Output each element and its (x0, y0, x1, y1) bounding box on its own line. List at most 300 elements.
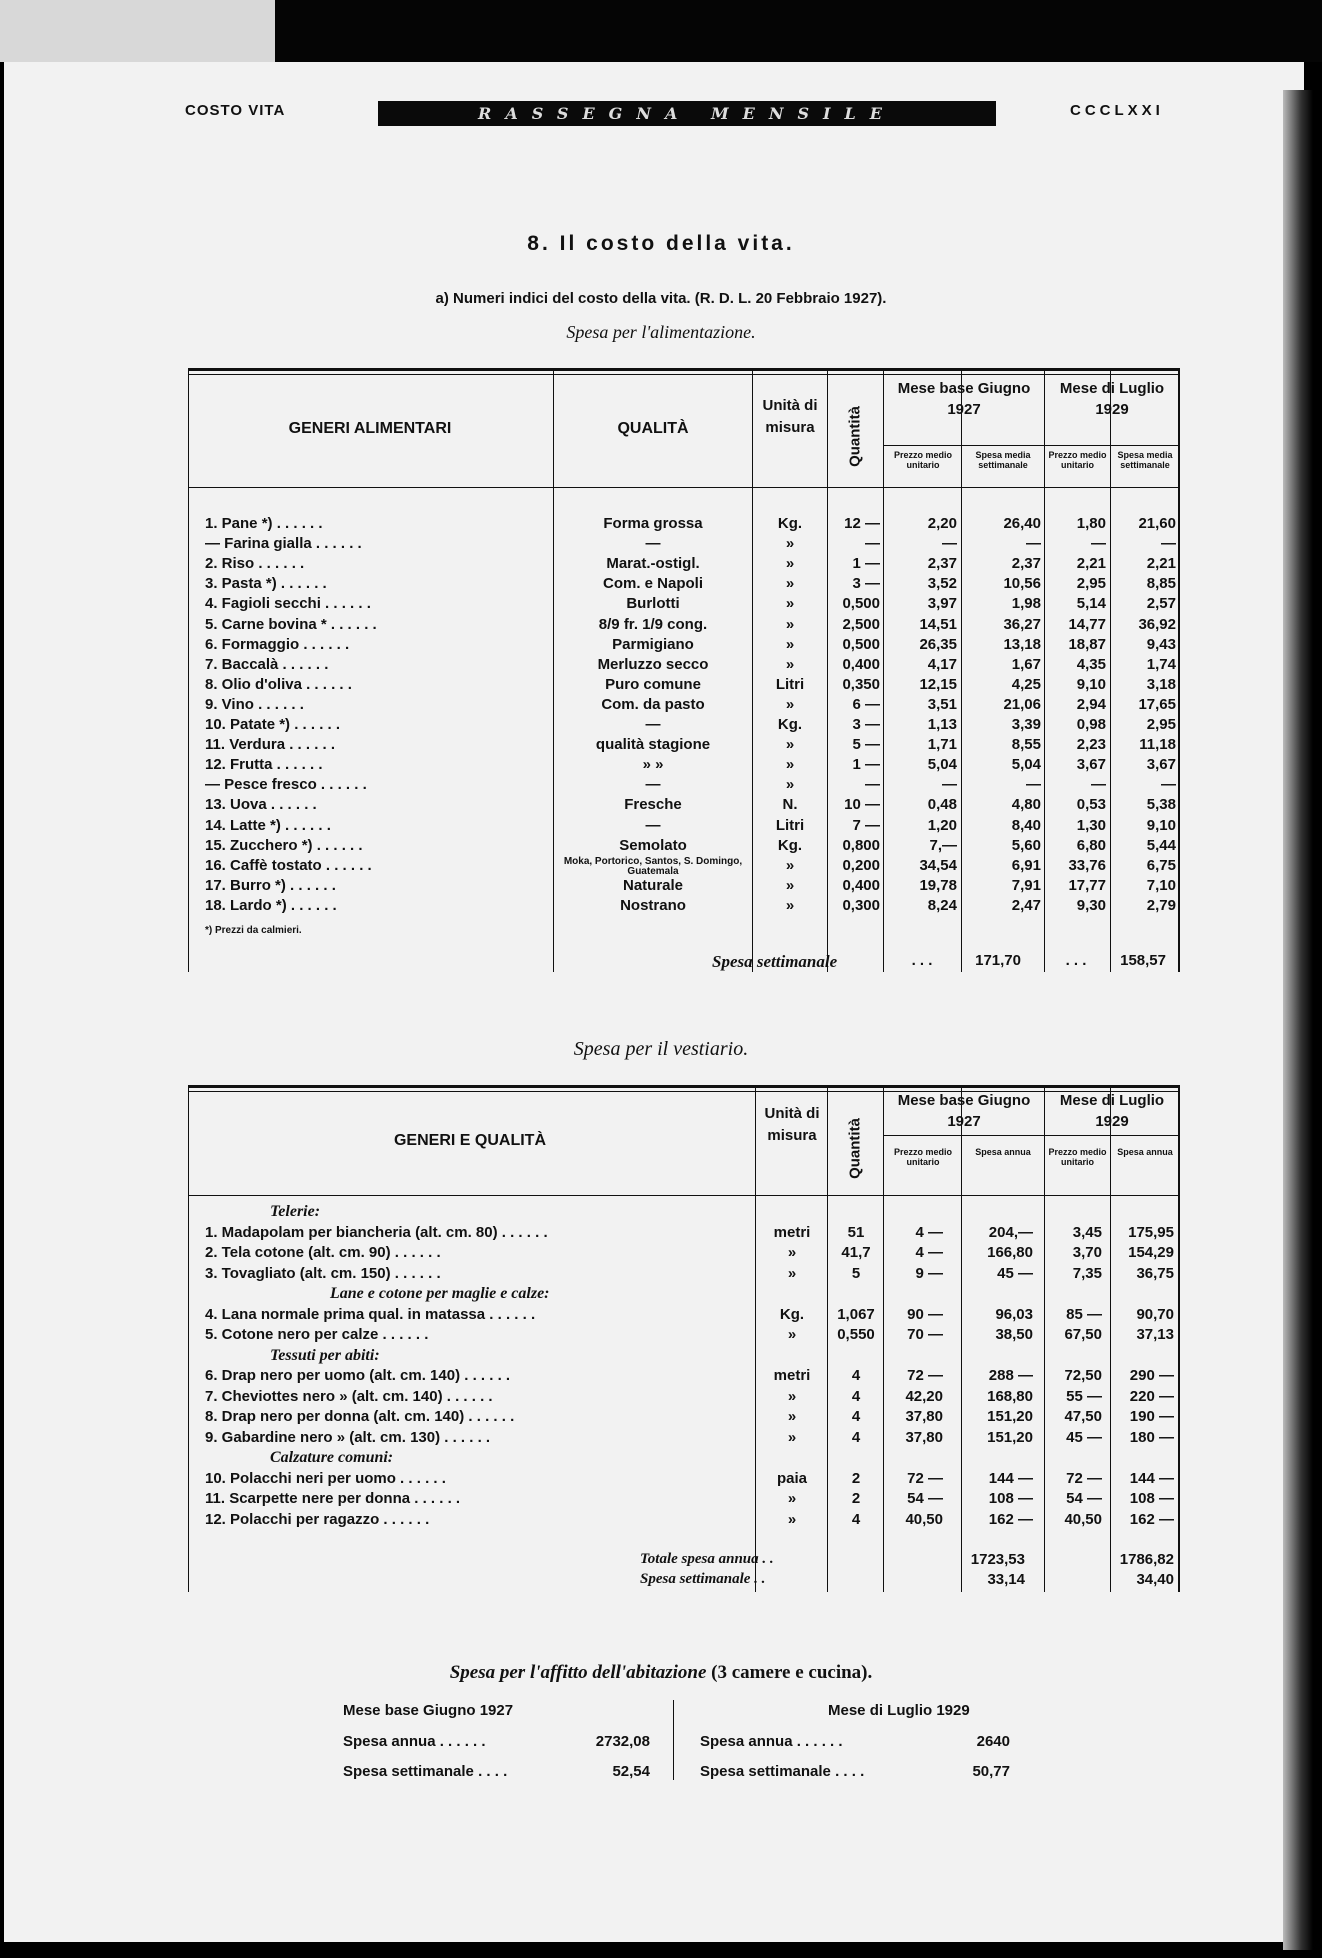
clothing-item-unit: » (787, 1264, 797, 1282)
clothing-item-name: 11. Scarpette nere per donna . . . . . . (205, 1490, 461, 1507)
food-month-weekly: 5,38 (1146, 796, 1176, 814)
food-item-name: 6. Formaggio . . . . . . (205, 635, 350, 653)
food-month-weekly: 21,60 (1138, 515, 1176, 532)
clothing-item-quantity: 4 (851, 1510, 861, 1528)
header-rule (883, 1135, 1180, 1136)
food-base-price: 1,13 (927, 716, 957, 733)
clothing-item-name: 2. Tela cotone (alt. cm. 90) . . . . . . (205, 1244, 441, 1261)
clothing-item-name: 7. Cheviottes nero » (alt. cm. 140) . . . . . . (205, 1387, 493, 1405)
food-month-weekly: 9,43 (1146, 635, 1176, 653)
clothing-month-price: 67,50 (1064, 1326, 1102, 1343)
clothing-month-price: 3,70 (1072, 1244, 1102, 1261)
column-rule (752, 368, 753, 972)
food-item-unit: Kg. (777, 836, 803, 854)
clothing-month-annual: 220 — (1129, 1387, 1174, 1405)
food-month-weekly: 17,65 (1138, 695, 1176, 713)
food-month-weekly: 5,44 (1146, 836, 1176, 854)
food-base-price: 7,— (929, 836, 957, 854)
rent-base-annual-label: Spesa annua . . . . . . (343, 1733, 486, 1750)
header-base: Mese base Giugno 1927 (897, 380, 1031, 418)
header-month-annual: Spesa annua (1117, 1147, 1173, 1157)
top-rule-thin (188, 374, 1180, 375)
food-base-weekly: — (1026, 535, 1041, 553)
food-month-weekly: 2,57 (1146, 595, 1176, 613)
clothing-item-unit: metri (773, 1223, 811, 1241)
page-number: CCCLXXI (1070, 102, 1164, 119)
header-month: Mese di Luglio 1929 (1059, 1092, 1165, 1130)
clothing-base-annual: 166,80 (987, 1244, 1033, 1261)
clothing-month-price: 3,45 (1072, 1223, 1102, 1241)
food-month-price: 4,35 (1076, 655, 1106, 673)
clothing-month-annual: 108 — (1129, 1490, 1174, 1507)
clothing-item-unit: » (787, 1387, 797, 1405)
clothing-base-annual: 288 — (988, 1367, 1033, 1384)
clothing-group-title: Tessuti per abiti: (270, 1346, 380, 1364)
clothing-item-unit: Kg. (779, 1305, 805, 1323)
clothing-base-annual: 204,— (988, 1223, 1033, 1241)
food-month-weekly: 11,18 (1139, 736, 1176, 754)
food-item-quality: » » (642, 756, 664, 774)
clothing-base-annual: 45 — (997, 1264, 1033, 1282)
clothing-base-price: 72 — (907, 1367, 943, 1384)
header-bottom-rule (188, 487, 1180, 488)
clothing-item-quantity: 4 (851, 1387, 861, 1405)
food-item-unit: N. (782, 796, 798, 814)
food-month-price: 2,23 (1076, 736, 1106, 754)
food-base-weekly: 6,91 (1011, 856, 1041, 874)
food-item-unit: » (785, 655, 795, 673)
header-base-annual: Spesa annua (975, 1147, 1031, 1157)
clothing-base-annual: 151,20 (987, 1408, 1033, 1425)
food-item-quantity: 0,300 (842, 896, 880, 914)
rent-month-annual: 2640 (976, 1733, 1010, 1750)
food-month-price: 14,77 (1068, 615, 1106, 633)
food-base-price: 3,52 (927, 575, 957, 593)
food-item-quality: Naturale (622, 876, 684, 894)
clothing-item-quantity: 2 (851, 1490, 861, 1507)
section-subtitle: a) Numeri indici del costo della vita. (R. D. L. 20 Febbraio 1927). (435, 290, 887, 307)
clothing-month-price: 72 — (1066, 1469, 1102, 1487)
header-unit: Unità di misura (762, 397, 818, 436)
food-month-price: 2,21 (1076, 555, 1106, 573)
clothing-group-title: Telerie: (270, 1203, 321, 1220)
column-rule (755, 1085, 756, 1592)
food-item-quantity: 0,350 (842, 675, 880, 693)
clothing-total-weekly-base: 33,14 (987, 1571, 1025, 1588)
rent-base-annual: 2732,08 (595, 1733, 650, 1750)
magazine-banner: RASSEGNA MENSILE (378, 101, 996, 126)
clothing-item-quantity: 1,067 (837, 1305, 875, 1323)
clothing-month-price: 7,35 (1072, 1264, 1102, 1282)
food-month-price: 5,14 (1076, 595, 1106, 613)
clothing-month-annual: 144 — (1129, 1469, 1174, 1487)
food-base-price: 34,54 (919, 856, 957, 874)
food-month-price: 1,80 (1076, 515, 1106, 532)
header-quantity: Quantità (846, 406, 864, 467)
header-quality: QUALITÀ (617, 420, 689, 437)
rent-base-weekly-label: Spesa settimanale . . . . (343, 1763, 508, 1780)
clothing-item-name: 10. Polacchi neri per uomo . . . . . . (205, 1469, 446, 1487)
food-item-quantity: 0,800 (842, 836, 880, 854)
food-item-quantity: — (865, 535, 880, 553)
food-item-quantity: 0,500 (842, 635, 880, 653)
clothing-base-price: 54 — (907, 1490, 943, 1507)
clothing-total-weekly-month: 34,40 (1136, 1571, 1174, 1588)
food-month-price: 2,94 (1076, 695, 1106, 713)
column-rule (188, 1085, 189, 1592)
food-item-quality: Com. e Napoli (602, 575, 703, 593)
clothing-month-annual: 290 — (1129, 1367, 1174, 1384)
clothing-month-annual: 180 — (1129, 1428, 1174, 1446)
food-month-price: 9,10 (1076, 675, 1106, 693)
header-base-price: Prezzo medio unitario (893, 1147, 952, 1167)
clothing-item-name: 8. Drap nero per donna (alt. cm. 140) . . . . . . (205, 1408, 515, 1425)
food-item-quality: Burlotti (626, 595, 680, 613)
top-rule (188, 1085, 1180, 1088)
food-item-quantity: 2,500 (842, 615, 880, 633)
food-month-price: 0,53 (1076, 796, 1106, 814)
food-item-unit: » (785, 876, 795, 894)
food-base-weekly: 13,18 (1003, 635, 1041, 653)
food-item-name: 9. Vino . . . . . . (205, 695, 304, 713)
clothing-month-annual: 36,75 (1136, 1264, 1174, 1282)
clothing-base-price: 40,50 (905, 1510, 943, 1528)
clothing-month-price: 45 — (1066, 1428, 1102, 1446)
clothing-base-price: 37,80 (905, 1408, 943, 1425)
running-header-left: COSTO VITA (185, 102, 286, 119)
food-base-weekly: 21,06 (1003, 695, 1041, 713)
food-item-quantity: 1 — (852, 555, 880, 573)
food-base-price: 1,20 (927, 816, 957, 834)
header-base-weekly: Spesa media settimanale (975, 450, 1031, 470)
header-base: Mese base Giugno 1927 (897, 1092, 1031, 1130)
column-rule (1178, 368, 1180, 972)
document-page (4, 62, 1304, 1942)
food-item-name: 2. Riso . . . . . . (205, 555, 305, 573)
rent-base-weekly: 52,54 (612, 1763, 650, 1780)
food-item-quality: Merluzzo secco (597, 655, 709, 673)
food-month-weekly: 36,92 (1138, 615, 1176, 633)
clothing-month-annual: 90,70 (1136, 1305, 1174, 1323)
food-item-quality: — (645, 776, 661, 794)
column-rule (883, 1085, 884, 1592)
column-rule (1178, 1085, 1180, 1592)
rent-month-weekly-label: Spesa settimanale . . . . (700, 1763, 865, 1780)
food-month-weekly: 2,79 (1146, 896, 1176, 914)
food-base-weekly: 8,55 (1011, 736, 1041, 754)
food-item-quality: Semolato (619, 836, 687, 854)
clothing-base-price: 4 — (915, 1223, 943, 1241)
clothing-item-unit: » (787, 1326, 797, 1343)
food-month-weekly: 6,75 (1146, 856, 1176, 874)
clothing-month-price: 40,50 (1064, 1510, 1102, 1528)
food-month-price: 18,87 (1068, 635, 1106, 653)
clothing-base-price: 4 — (915, 1244, 943, 1261)
food-item-name: 11. Verdura . . . . . . (205, 736, 336, 754)
food-month-weekly: 3,18 (1146, 675, 1176, 693)
food-item-name: 18. Lardo *) . . . . . . (205, 896, 337, 914)
clothing-item-name: 5. Cotone nero per calze . . . . . . (205, 1326, 429, 1343)
food-item-unit: » (785, 575, 795, 593)
food-item-unit: Litri (775, 675, 805, 693)
header-unit: Unità di misura (764, 1105, 820, 1144)
header-base-price: Prezzo medio unitario (893, 450, 952, 470)
clothing-month-annual: 154,29 (1128, 1244, 1174, 1261)
clothing-item-quantity: 5 (851, 1264, 861, 1282)
food-item-quantity: 7 — (852, 816, 880, 834)
clothing-month-price: 54 — (1066, 1490, 1102, 1507)
food-item-unit: Litri (775, 816, 805, 834)
food-base-price: 26,35 (919, 635, 957, 653)
food-item-quantity: 3 — (852, 716, 880, 733)
food-total-month: 158,57 (1120, 952, 1166, 969)
clothing-item-quantity: 41,7 (841, 1244, 871, 1261)
clothing-item-quantity: 4 (851, 1428, 861, 1446)
food-month-weekly: — (1161, 535, 1176, 553)
clothing-base-annual: 151,20 (987, 1428, 1033, 1446)
rent-base-label: Mese base Giugno 1927 (343, 1702, 514, 1719)
food-base-price: 19,78 (919, 876, 957, 894)
food-base-weekly: 5,60 (1011, 836, 1041, 854)
column-rule (883, 368, 884, 972)
food-month-price: 1,30 (1076, 816, 1106, 834)
food-month-price: 6,80 (1076, 836, 1106, 854)
clothing-item-name: 9. Gabardine nero » (alt. cm. 130) . . . . . . (205, 1428, 491, 1446)
header-bottom-rule (188, 1195, 1180, 1196)
clothing-month-price: 85 — (1066, 1305, 1102, 1323)
food-base-price: 4,17 (927, 655, 957, 673)
food-base-weekly: 5,04 (1011, 756, 1041, 774)
clothing-base-annual: 162 — (988, 1510, 1033, 1528)
food-item-name: 10. Patate *) . . . . . . (205, 716, 341, 733)
food-item-name: — Pesce fresco . . . . . . (205, 776, 367, 794)
food-item-quality: Com. da pasto (601, 695, 705, 713)
clothing-month-annual: 175,95 (1128, 1223, 1174, 1241)
food-month-price: 17,77 (1068, 876, 1106, 894)
food-item-quantity: 0,400 (842, 876, 880, 894)
column-rule (961, 1085, 962, 1592)
food-total-dots-base: . . . (911, 952, 933, 969)
scan-corner (0, 0, 275, 62)
food-base-price: — (942, 776, 957, 794)
scan-top-border (0, 0, 1322, 62)
food-item-quality: qualità stagione (595, 736, 711, 754)
food-total-label: Spesa settimanale (712, 952, 838, 971)
food-base-weekly: 4,80 (1011, 796, 1041, 814)
food-month-price: 33,76 (1068, 856, 1106, 874)
rent-month-annual-label: Spesa annua . . . . . . (700, 1733, 843, 1750)
clothing-group-title: Lane e cotone per maglie e calze: (330, 1285, 550, 1302)
column-rule (188, 368, 189, 972)
food-item-name: 7. Baccalà . . . . . . (205, 655, 329, 673)
clothing-item-name: 3. Tovagliato (alt. cm. 150) . . . . . . (205, 1264, 441, 1282)
food-item-unit: » (785, 896, 795, 914)
column-rule (1110, 368, 1111, 972)
food-month-price: 9,30 (1076, 896, 1106, 914)
clothing-base-price: 72 — (907, 1469, 943, 1487)
clothing-caption: Spesa per il vestiario. (573, 1038, 749, 1060)
food-item-quality: Forma grossa (603, 515, 703, 532)
food-item-unit: » (785, 555, 795, 573)
food-item-name: 16. Caffè tostato . . . . . . (205, 856, 372, 874)
food-item-quality: — (645, 716, 661, 733)
clothing-item-name: 4. Lana normale prima qual. in matassa . . . . . . (205, 1305, 536, 1323)
food-base-weekly: 2,47 (1011, 896, 1041, 914)
section-title: 8. Il costo della vita. (527, 232, 795, 255)
food-month-price: — (1091, 776, 1106, 794)
column-rule (827, 1085, 828, 1592)
food-item-quantity: 1 — (852, 756, 880, 774)
food-total-dots-month: . . . (1065, 952, 1087, 969)
food-item-quantity: 0,400 (842, 655, 880, 673)
food-base-weekly: 26,40 (1003, 515, 1041, 532)
food-item-unit: » (785, 635, 795, 653)
header-month-weekly: Spesa media settimanale (1117, 450, 1173, 470)
food-month-price: — (1091, 535, 1106, 553)
food-caption: Spesa per l'alimentazione. (566, 322, 756, 342)
clothing-item-unit: metri (773, 1367, 811, 1384)
header-genre: GENERI E QUALITÀ (393, 1132, 546, 1149)
clothing-total-annual-label: Totale spesa annua . . (640, 1551, 774, 1567)
food-month-weekly: 3,67 (1146, 756, 1176, 774)
clothing-item-unit: » (787, 1490, 797, 1507)
clothing-total-weekly-label: Spesa settimanale . . (640, 1571, 766, 1587)
column-rule (1110, 1085, 1111, 1592)
clothing-base-price: 70 — (907, 1326, 943, 1343)
header-quantity: Quantità (846, 1118, 864, 1179)
food-item-name: 5. Carne bovina * . . . . . . (205, 615, 377, 633)
food-base-weekly: 2,37 (1011, 555, 1041, 573)
food-item-name: 4. Fagioli secchi . . . . . . (205, 595, 371, 613)
clothing-item-quantity: 2 (851, 1469, 861, 1487)
clothing-month-annual: 162 — (1129, 1510, 1174, 1528)
food-item-name: 3. Pasta *) . . . . . . (205, 575, 327, 593)
food-item-quality: Puro comune (605, 675, 701, 693)
food-item-unit: » (785, 856, 795, 874)
food-item-unit: » (785, 695, 795, 713)
header-rule (883, 445, 1180, 446)
food-item-quality: Nostrano (620, 896, 686, 914)
rent-caption (0, 1662, 1322, 1684)
clothing-item-name: 6. Drap nero per uomo (alt. cm. 140) . . . . . . (205, 1367, 511, 1384)
column-rule (961, 368, 962, 972)
food-month-weekly: 7,10 (1146, 876, 1176, 894)
clothing-month-price: 55 — (1066, 1387, 1102, 1405)
food-item-quantity: 0,200 (842, 856, 880, 874)
food-month-price: 2,95 (1076, 575, 1106, 593)
clothing-item-unit: » (787, 1510, 797, 1528)
clothing-base-price: 90 — (907, 1305, 943, 1323)
food-base-price: 3,97 (927, 595, 957, 613)
rent-month-weekly: 50,77 (972, 1763, 1010, 1780)
food-base-price: 14,51 (919, 615, 957, 633)
food-item-quality: Parmigiano (612, 635, 694, 653)
clothing-base-annual: 144 — (988, 1469, 1033, 1487)
food-base-price: 8,24 (927, 896, 957, 914)
clothing-total-annual-base: 1723,53 (970, 1551, 1025, 1568)
food-item-quality: Marat.-ostigl. (606, 555, 700, 573)
food-base-weekly: 7,91 (1011, 876, 1041, 894)
clothing-item-quantity: 51 (847, 1223, 865, 1241)
food-item-unit: » (785, 756, 795, 774)
food-item-quality: Moka, Portorico, Santos, S. Domingo, Guatemala (563, 855, 743, 877)
food-item-unit: Kg. (777, 515, 803, 532)
food-month-weekly: — (1161, 776, 1176, 794)
top-rule (188, 368, 1180, 371)
food-item-name: 13. Uova . . . . . . (205, 796, 317, 814)
food-item-name: 1. Pane *) . . . . . . (205, 515, 323, 532)
food-item-quantity: 10 — (844, 796, 880, 814)
food-month-weekly: 8,85 (1146, 575, 1176, 593)
food-month-weekly: 1,74 (1146, 655, 1176, 673)
rent-divider (673, 1700, 674, 1780)
clothing-item-name: 1. Madapolam per biancheria (alt. cm. 80) . . . . . . (205, 1223, 548, 1241)
header-month: Mese di Luglio 1929 (1059, 380, 1165, 418)
food-item-quantity: 0,500 (842, 595, 880, 613)
food-month-weekly: 2,21 (1146, 555, 1176, 573)
clothing-item-unit: » (787, 1244, 797, 1261)
clothing-item-unit: » (787, 1428, 797, 1446)
clothing-month-annual: 37,13 (1136, 1326, 1174, 1343)
clothing-base-price: 37,80 (905, 1428, 943, 1446)
food-item-unit: » (785, 595, 795, 613)
food-base-price: 2,37 (927, 555, 957, 573)
food-footnote: *) Prezzi da calmieri. (205, 925, 302, 936)
food-item-name: 17. Burro *) . . . . . . (205, 876, 336, 894)
rent-caption-italic: Spesa per l'affitto dell'abitazione (449, 1662, 707, 1683)
food-item-unit: » (785, 776, 795, 794)
food-base-weekly: 36,27 (1003, 615, 1041, 633)
food-item-name: 14. Latte *) . . . . . . (205, 816, 331, 834)
clothing-month-price: 47,50 (1064, 1408, 1102, 1425)
food-base-price: 0,48 (927, 796, 957, 814)
rent-caption-rest: (3 camere e cucina). (706, 1662, 873, 1683)
header-month-price: Prezzo medio unitario (1048, 1147, 1107, 1167)
food-base-price: — (942, 535, 957, 553)
column-rule (1044, 1085, 1045, 1592)
clothing-base-annual: 96,03 (995, 1305, 1033, 1323)
food-item-name: 8. Olio d'oliva . . . . . . (205, 675, 352, 693)
clothing-month-annual: 190 — (1129, 1408, 1174, 1425)
food-item-quantity: 6 — (852, 695, 880, 713)
food-item-name: 15. Zucchero *) . . . . . . (205, 836, 363, 854)
clothing-group-title: Calzature comuni: (270, 1449, 394, 1466)
food-item-quantity: 12 — (844, 515, 880, 532)
food-base-weekly: 3,39 (1011, 716, 1041, 733)
food-item-unit: » (785, 615, 795, 633)
food-item-quality: — (645, 535, 661, 553)
food-total-base: 171,70 (975, 952, 1021, 969)
clothing-item-unit: paia (776, 1469, 807, 1487)
food-base-weekly: 10,56 (1003, 575, 1041, 593)
column-rule (1044, 368, 1045, 972)
clothing-item-quantity: 0,550 (837, 1326, 875, 1343)
header-genre: GENERI ALIMENTARI (288, 420, 452, 437)
rent-month-label: Mese di Luglio 1929 (828, 1702, 970, 1719)
food-month-weekly: 2,95 (1146, 716, 1176, 733)
clothing-base-price: 42,20 (905, 1387, 943, 1405)
clothing-base-price: 9 — (915, 1264, 943, 1282)
clothing-base-annual: 168,80 (987, 1387, 1033, 1405)
food-item-quantity: 3 — (852, 575, 880, 593)
clothing-item-unit: » (787, 1408, 797, 1425)
clothing-total-annual-month: 1786,82 (1119, 1551, 1174, 1568)
food-item-unit: » (785, 736, 795, 754)
food-base-price: 1,71 (927, 736, 957, 754)
clothing-item-quantity: 4 (851, 1367, 861, 1384)
clothing-item-name: 12. Polacchi per ragazzo . . . . . . (205, 1510, 430, 1528)
clothing-base-annual: 38,50 (995, 1326, 1033, 1343)
